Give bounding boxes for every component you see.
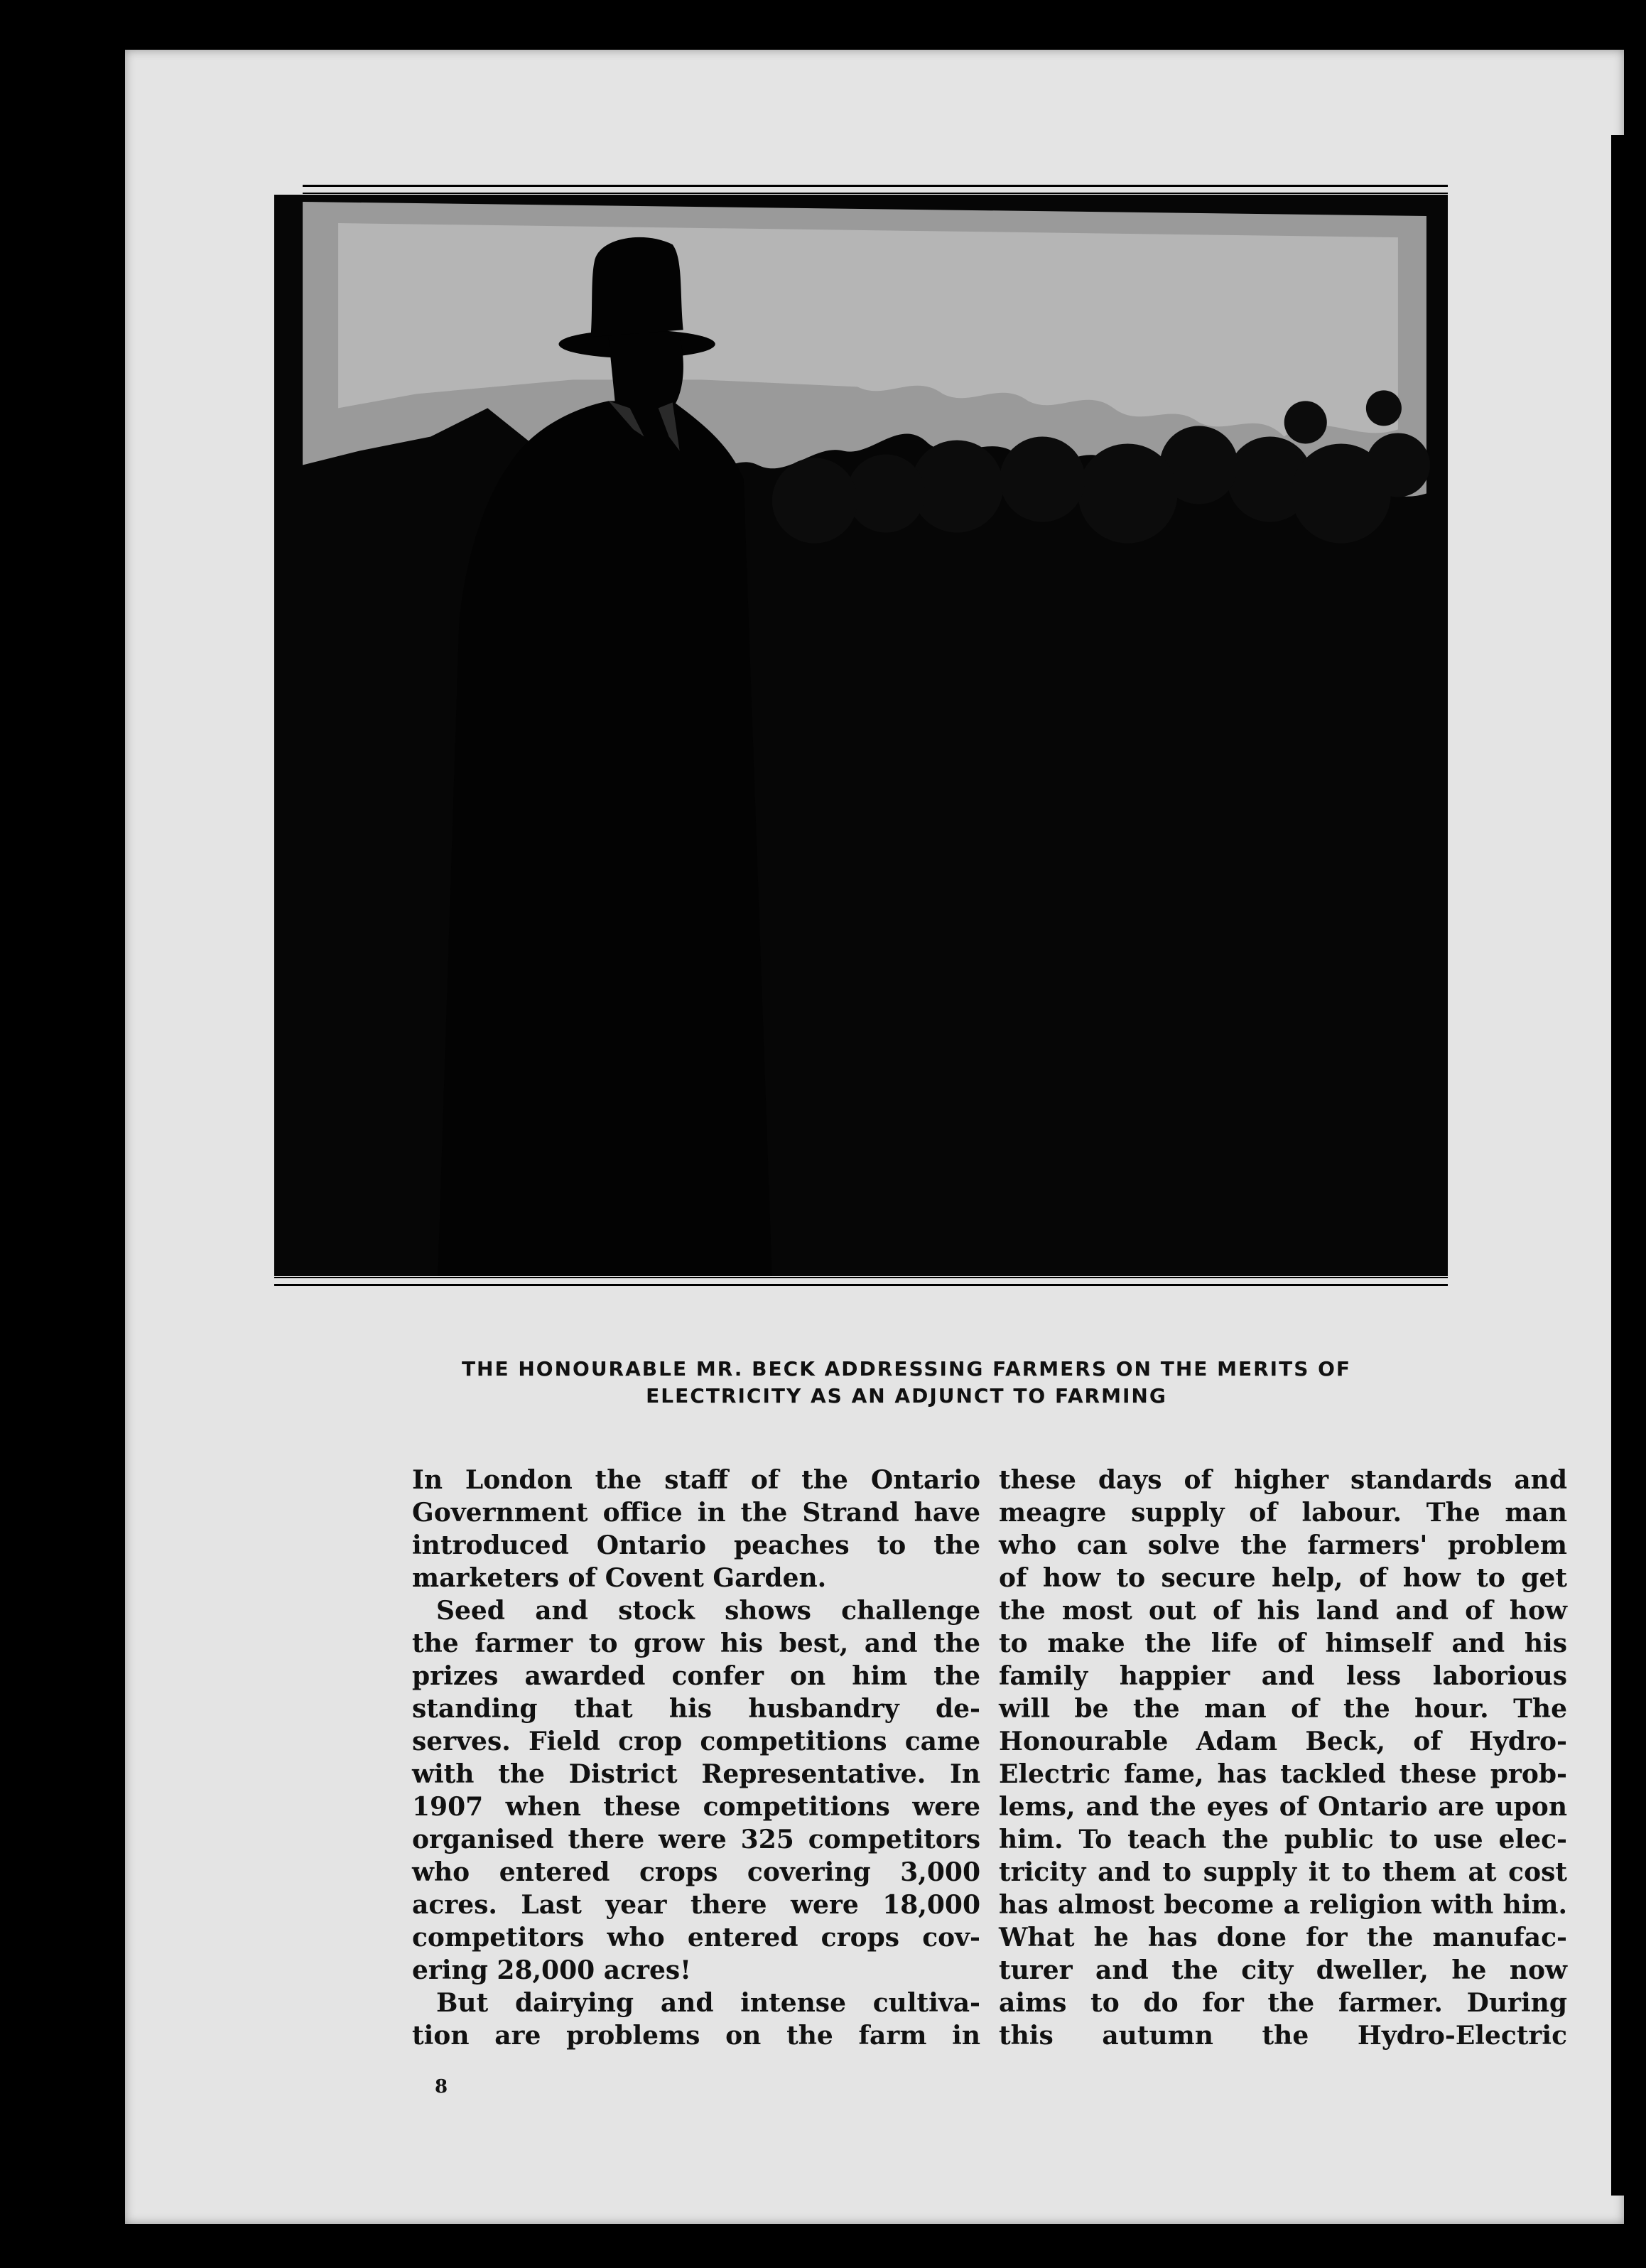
page-number: 8	[435, 2076, 448, 2097]
text-line: Honourable Adam Beck, of Hydro-	[999, 1727, 1567, 1756]
text-line: Government office in the Strand have	[412, 1498, 980, 1528]
text-line: the most out of his land and of how	[999, 1596, 1567, 1626]
text-line: acres. Last year there were 18,000	[412, 1890, 980, 1920]
text-line: to make the life of himself and his	[999, 1629, 1567, 1658]
photo-top-rule	[303, 185, 1448, 194]
text-line: lems, and the eyes of Ontario are upon	[999, 1792, 1567, 1822]
text-line: Electric fame, has tackled these prob-	[999, 1759, 1567, 1789]
text-line: who entered crops covering 3,000	[412, 1857, 980, 1887]
photograph-icon	[274, 195, 1448, 1276]
text-line: the farmer to grow his best, and the	[412, 1629, 980, 1658]
photograph	[274, 195, 1448, 1276]
text-line: these days of higher standards and	[999, 1465, 1567, 1495]
text-line: In London the staff of the Ontario	[412, 1465, 980, 1495]
text-line: turer and the city dweller, he now	[999, 1955, 1567, 1985]
text-line: tricity and to supply it to them at cost	[999, 1857, 1567, 1887]
document-page	[125, 50, 1624, 2224]
right-text-column	[999, 1464, 1567, 2052]
caption-line-2: ELECTRICITY AS AN ADJUNCT TO FARMING	[646, 1384, 1167, 1408]
text-line: ering 28,000 acres!	[412, 1955, 691, 1985]
text-line: with the District Representative. In	[412, 1759, 980, 1789]
text-line: standing that his husbandry de-	[412, 1694, 980, 1724]
text-line: competitors who entered crops cov-	[412, 1923, 980, 1953]
text-line: meagre supply of labour. The man	[999, 1498, 1567, 1528]
text-line: marketers of Covent Garden.	[412, 1563, 827, 1593]
text-line: has almost become a religion with him.	[999, 1890, 1567, 1920]
text-line: Seed and stock shows challenge	[436, 1596, 980, 1626]
text-line: who can solve the farmers' problem	[999, 1530, 1567, 1560]
text-line: organised there were 325 competitors	[412, 1825, 980, 1854]
text-line: But dairying and intense cultiva-	[436, 1988, 980, 2018]
text-line: What he has done for the manufac-	[999, 1923, 1567, 1953]
text-line: aims to do for the farmer. During	[999, 1988, 1567, 2018]
text-line: family happier and less laborious	[999, 1661, 1567, 1691]
text-line: of how to secure help, of how to get	[999, 1563, 1567, 1593]
text-line: will be the man of the hour. The	[999, 1694, 1567, 1724]
caption-line-1: THE HONOURABLE MR. BECK ADDRESSING FARMERS ON THE MERITS OF	[461, 1357, 1352, 1381]
photo-bottom-rule	[274, 1277, 1448, 1286]
text-line: this autumn the Hydro-Electric	[999, 2021, 1567, 2051]
text-line: him. To teach the public to use elec-	[999, 1825, 1567, 1854]
photo-frame	[303, 185, 1448, 1286]
text-line: tion are problems on the farm in	[412, 2021, 980, 2051]
photo-caption	[338, 1356, 1475, 1410]
text-line: serves. Field crop competitions came	[412, 1727, 980, 1756]
text-line: prizes awarded confer on him the	[412, 1661, 980, 1691]
left-text-column	[412, 1464, 980, 2052]
text-line: introduced Ontario peaches to the	[412, 1530, 980, 1560]
text-line: 1907 when these competitions were	[412, 1792, 980, 1822]
binding-edge	[1611, 135, 1624, 2196]
